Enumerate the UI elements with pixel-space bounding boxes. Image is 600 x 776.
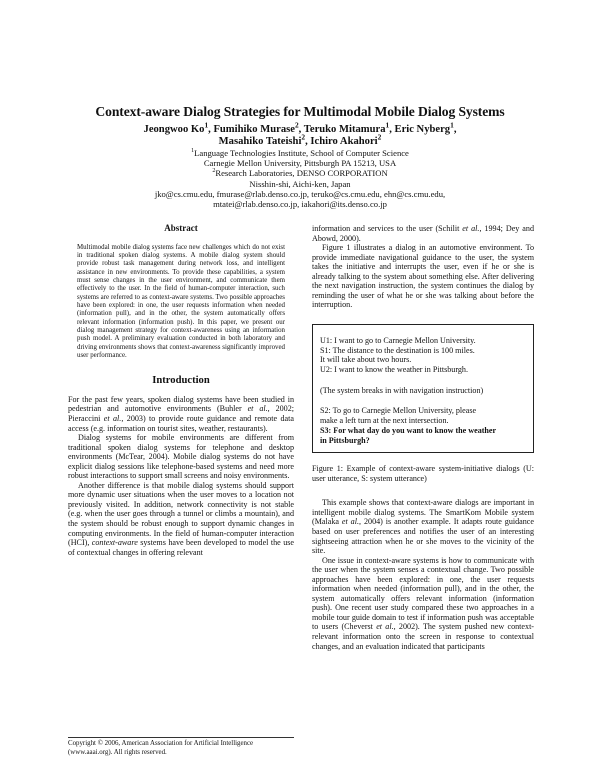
author-list bbox=[0, 120, 600, 148]
text-run: , 2003) to provide route guidance and remote data access (e.g. information on tourist sites, weather, restaurants). bbox=[68, 414, 294, 433]
dialog-line-bold: S3: For what day do you want to know the weather bbox=[320, 425, 497, 435]
right-paragraph-4 bbox=[312, 556, 534, 651]
affiliation-2-line-1 bbox=[0, 168, 600, 178]
intro-paragraph-2: Dialog systems for mobile environments are different from traditional spoken dialog systems for telephone and desktop environments (McTear, 2004). Mobile dialog systems do not have explicit dialog sessions like telephone-based systems and need more robust interactions to support small screens and noisy environments. bbox=[68, 433, 294, 481]
abstract-heading: Abstract bbox=[164, 223, 198, 233]
dialog-note: (The system breaks in with navigation instruction) bbox=[320, 385, 484, 395]
email-line-2: mtatei@rlab.denso.co.jp, iakahori@its.denso.co.jp bbox=[213, 199, 387, 210]
affiliation-1-line-1 bbox=[0, 148, 600, 158]
left-column bbox=[68, 224, 294, 557]
affil-text: Research Laboratories, DENSO CORPORATION bbox=[215, 168, 388, 179]
dialog-line: S1: The distance to the destination is 100 miles. bbox=[320, 345, 475, 355]
author-affil-sup: 1 bbox=[450, 120, 454, 130]
author-affil-sup: 2 bbox=[377, 132, 382, 142]
dialog-line: U1: I want to go to Carnegie Mellon University. bbox=[320, 335, 476, 345]
affil-sup: 1 bbox=[191, 148, 195, 155]
text-run: , 1994; Dey and Abowd, 2000). bbox=[312, 224, 534, 243]
text-run-italic: et al. bbox=[341, 517, 360, 527]
text-run-italic: et al. bbox=[376, 622, 394, 632]
author-affil-sup: 1 bbox=[385, 120, 390, 130]
right-paragraph-2: Figure 1 illustrates a dialog in an automotive environment. To provide immediate navigational guidance to the user, the system takes the initiative and interrupts the user, even if he or she is already talking to the system about something else. After delivering the next navigation instruction, the system continues the dialog by reminding the user of what he or she was talking about before the interruption. bbox=[312, 243, 534, 310]
author-line-2: Masahiko Tateishi$^2$, Ichiro Akahori$^2$ bbox=[218, 132, 382, 147]
author-affil-sup: 2 bbox=[294, 120, 299, 130]
text-run: , 2002). The system pushed new context-relevant information onto the screen in response to contextual changes, and an evaluation indicated that participants bbox=[312, 622, 535, 651]
author-affil-sup: 1 bbox=[204, 120, 209, 130]
affil-sup: 2 bbox=[212, 168, 216, 175]
author-line-1: Jeongwoo Ko$^1$, Fumihiko Murase$^2$, Teruko Mitamura$^1$, Eric Nyberg$^1$, bbox=[143, 120, 457, 135]
text-run-italic: context-aware bbox=[91, 538, 138, 548]
affiliation-1-line-2: Carnegie Mellon University, Pittsburgh PA 15213, USA bbox=[203, 158, 397, 169]
right-paragraph-3 bbox=[312, 498, 534, 555]
author-name: Teruko Mitamura bbox=[303, 124, 386, 135]
intro-paragraph-3 bbox=[68, 481, 294, 557]
text-run: For the past few years, spoken dialog systems have been studied in pedestrian and automotive environments (Buhler bbox=[68, 394, 294, 414]
affiliations bbox=[0, 148, 600, 209]
intro-paragraph-1 bbox=[68, 395, 294, 433]
dialog-line-bold: in Pittsburgh? bbox=[320, 435, 370, 445]
author-name: Ichiro Akahori bbox=[310, 136, 378, 147]
text-run: One issue in context-aware systems is how to communicate with the user when the system senses a contextual change. Two possible approaches have been explored: in one, the user requests information when needed (information pull), and in the other, the system automatically offers relevant information (information push). One recent user study compared these two approaches in a mobile tour guide domain to test if information push was acceptable to users (Cheverst bbox=[312, 555, 534, 632]
dialog-line: It will take about two hours. bbox=[320, 355, 412, 365]
author-name: Fumihiko Murase bbox=[213, 124, 295, 135]
dialog-line: U2: I want to know the weather in Pittsburgh. bbox=[320, 365, 468, 375]
text-run: Another difference is that mobile dialog systems should support more dynamic user situations when the user moves to a location not previously visited. In addition, network connectivity is not stable (e.g. when the user goes through a tunnel or climbs a mountain), and the system should be robust enough to support dynamic changes in computing environments. In the field of human-computer interaction (HCI), bbox=[68, 480, 294, 548]
email-line-1: jko@cs.cmu.edu, fmurase@rlab.denso.co.jp, teruko@cs.cmu.edu, ehn@cs.cmu.edu, bbox=[154, 188, 446, 199]
figure-1-caption: Figure 1: Example of context-aware system-initiative dialogs (U: user utterance, S: system utterance) bbox=[312, 464, 534, 483]
author-affil-sup: 2 bbox=[301, 132, 306, 142]
abstract-text: Multimodal mobile dialog systems face new challenges which do not exist in traditional spoken dialog systems. A mobile dialog system should provide robust task management during network loss, and intelligent assistance in new environments. To provide these capabilities, a system must sense changes in the user environment, and communicate them effectively to the user. In the field of human-computer interaction, such systems are referred to as context-aware systems. Two possible approaches have been explored: in one, the user requests information when needed (information pull), and in the other, the system automatically offers relevant information (information push). In this paper, we present our dialog management strategy for context-awareness using an information push model. A preliminary evaluation conducted in both laboratory and driving environments shows that context-awareness significantly improved user performance. bbox=[77, 243, 285, 360]
text-run-italic: et al. bbox=[103, 414, 122, 423]
author-name: Masahiko Tateishi bbox=[218, 136, 302, 147]
right-paragraph-1 bbox=[312, 224, 534, 243]
text-run: systems have been developed to model the use of contextual changes in offering relevant bbox=[68, 538, 294, 557]
paper-title: Context-aware Dialog Strategies for Multimodal Mobile Dialog Systems bbox=[95, 104, 505, 119]
text-run: , 2002; Pieraccini bbox=[68, 404, 295, 423]
right-column bbox=[312, 224, 534, 651]
dialog-line: S2: To go to Carnegie Mellon University, please bbox=[320, 406, 477, 416]
text-run-italic: et al. bbox=[247, 404, 268, 414]
text-run: information and services to the user (Schilit bbox=[312, 224, 463, 233]
figure-1-box bbox=[312, 324, 534, 453]
text-run: , 2004) is another example. It adapts route guidance based on user preferences and notifies the user of an interesting sightseeing attraction when he or she moves to the vicinity of the site. bbox=[312, 517, 534, 556]
dialog-line: make a left turn at the next intersection. bbox=[320, 416, 449, 426]
affiliation-2-line-2: Nisshin-shi, Aichi-ken, Japan bbox=[249, 178, 351, 189]
text-run-italic: et al. bbox=[462, 224, 480, 233]
text-run: This example shows that context-aware dialogs are important in intelligent mobile dialog systems. The SmartKom Mobile system (Malaka bbox=[312, 498, 534, 527]
author-name: Eric Nyberg bbox=[394, 124, 451, 135]
affil-text: Language Technologies Institute, School of Computer Science bbox=[194, 148, 409, 158]
copyright-notice: Copyright © 2006, American Association for Artificial Intelligence (www.aaai.org). All rights reserved. bbox=[68, 737, 294, 757]
intro-heading: Introduction bbox=[152, 375, 210, 387]
author-name: Jeongwoo Ko bbox=[143, 124, 205, 135]
